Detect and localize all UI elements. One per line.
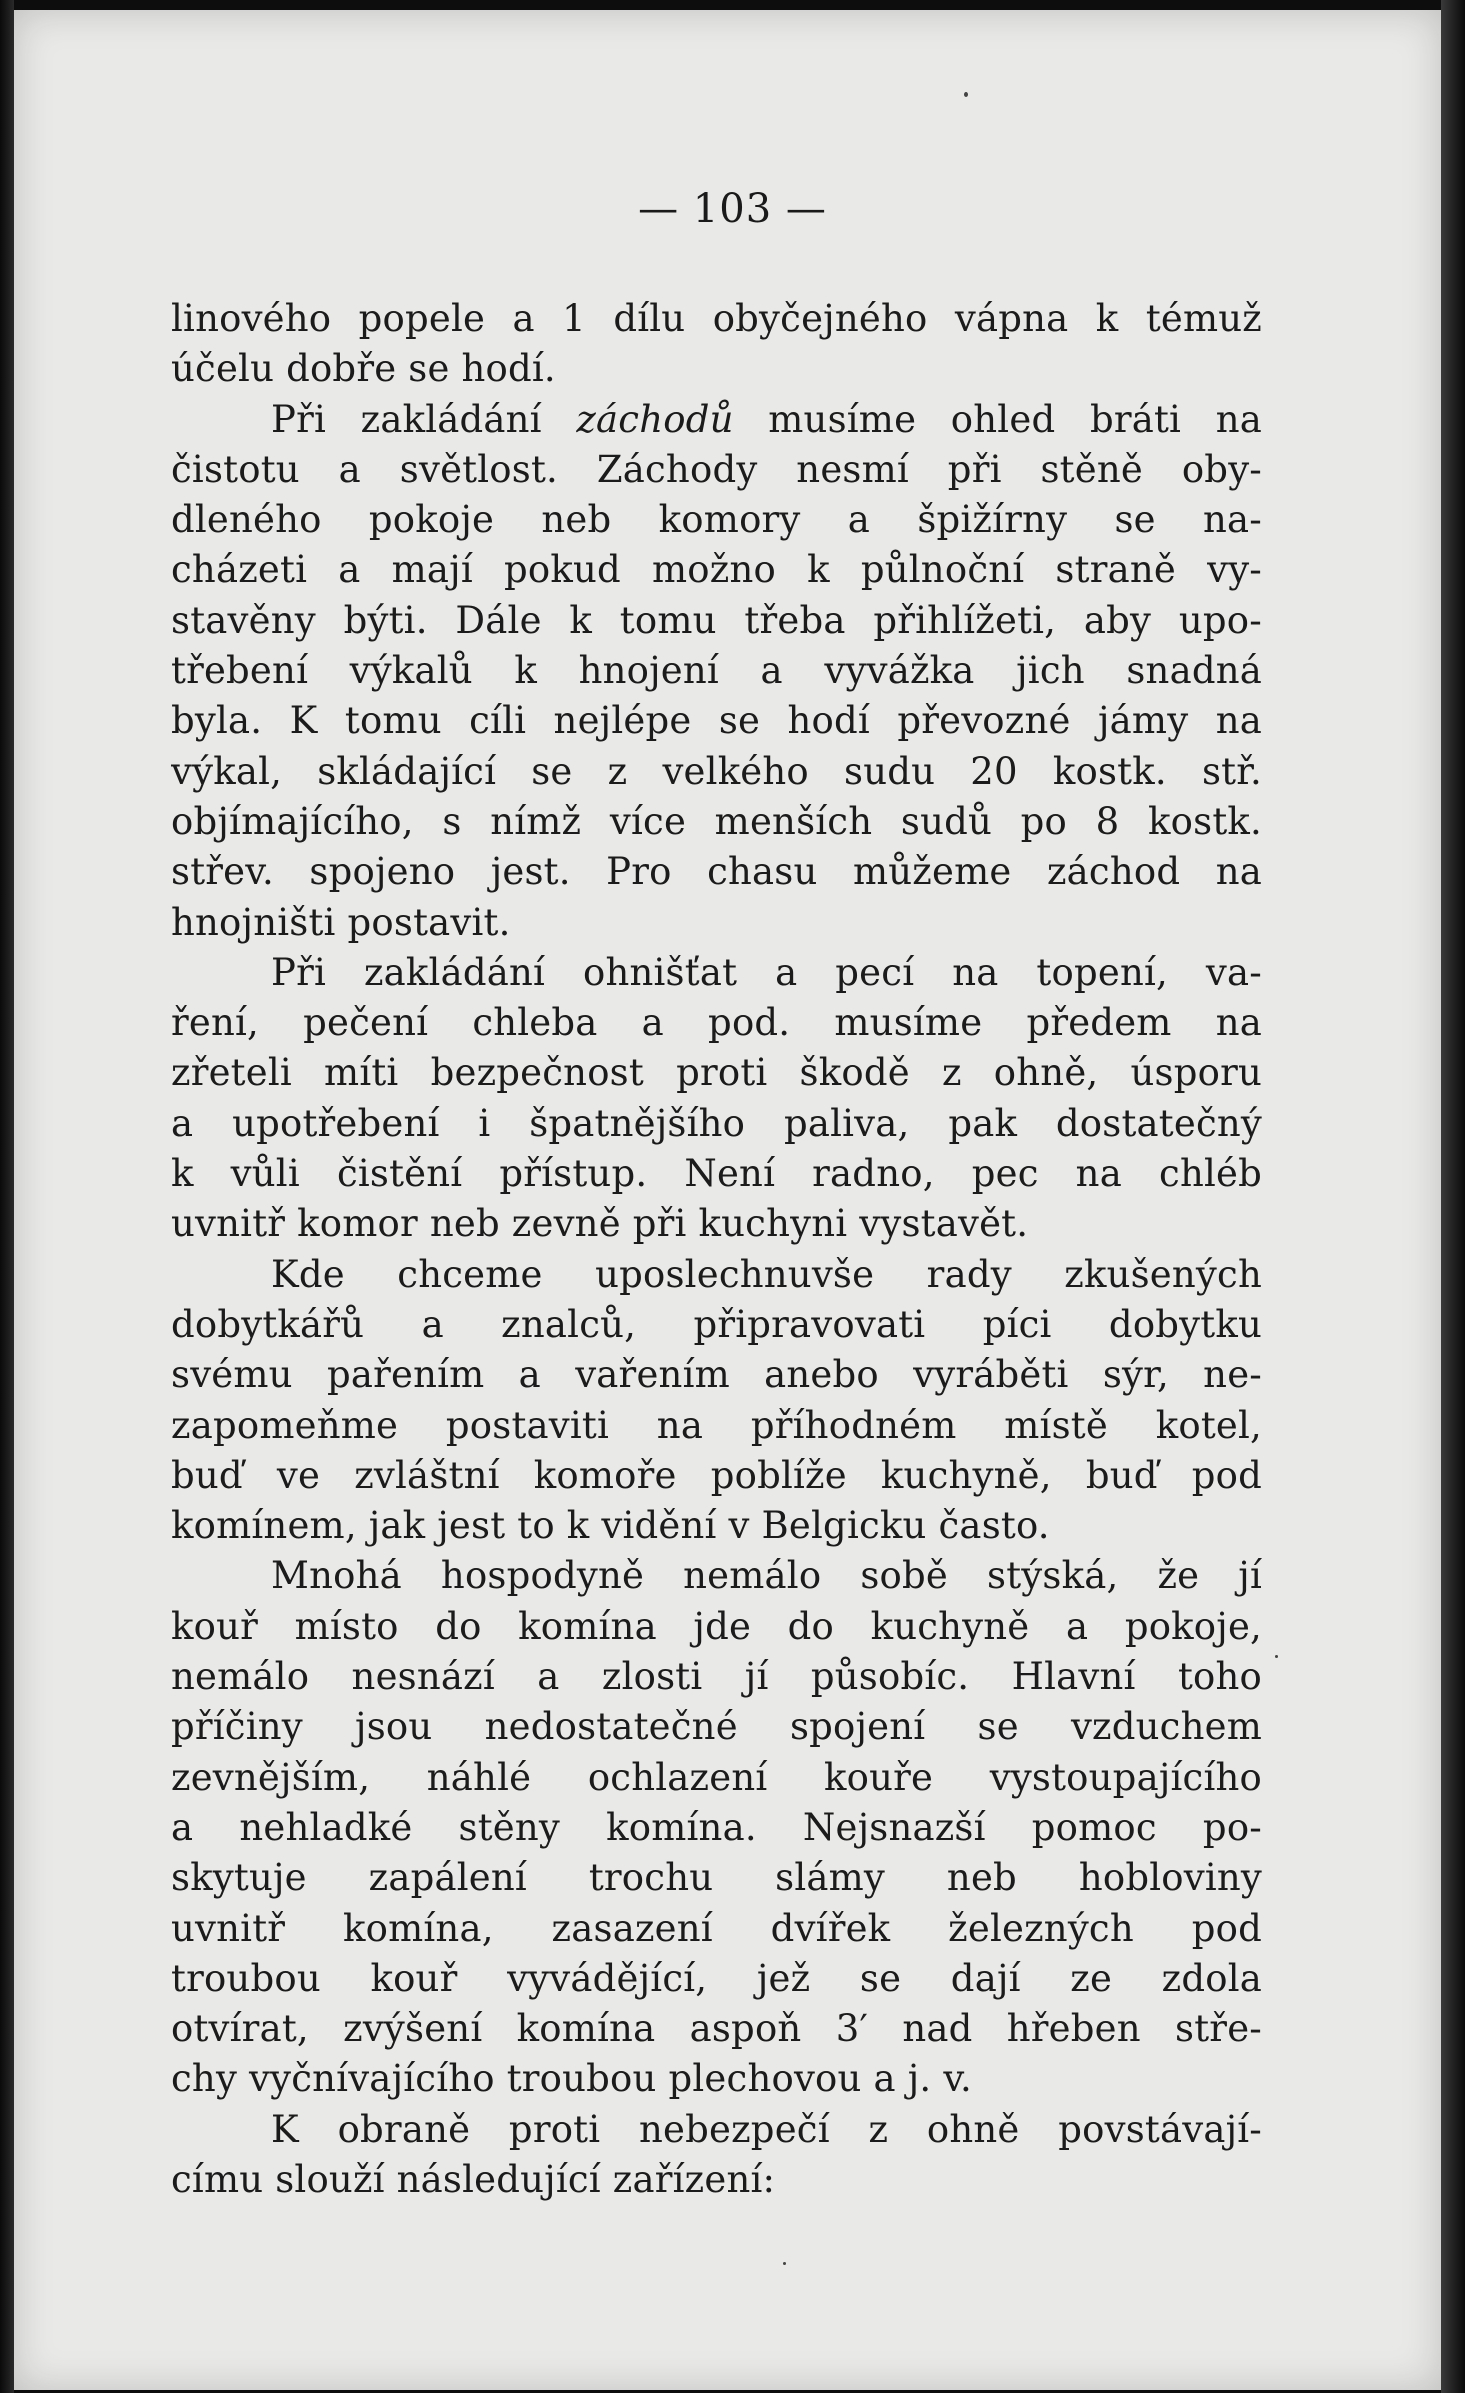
emphasized-word: záchodů	[576, 397, 734, 441]
text-line: příčiny jsou nedostatečné spojení se vzduchem	[171, 1705, 1262, 1749]
text-line: Kde chceme uposlechnuvše rady zkušených	[271, 1252, 1262, 1296]
text-line: troubou kouř vyvádějící, jež se dají ze zdola	[171, 1956, 1262, 2000]
text-line: výkal, skládající se z velkého sudu 20 kostk. stř.	[171, 749, 1262, 793]
text-line: zřeteli míti bezpečnost proti škodě z ohně, úsporu	[171, 1051, 1262, 1095]
text-line: uvnitř komor neb zevně při kuchyni vystavět.	[171, 1202, 1029, 1246]
text-line: a upotřebení i špatnějšího paliva, pak dostatečný	[171, 1101, 1262, 1145]
text-line: buď ve zvláštní komoře poblíže kuchyně, buď pod	[171, 1453, 1262, 1497]
text-line: komínem, jak jest to k vidění v Belgicku často.	[171, 1504, 1050, 1548]
text-line: chy vyčnívajícího troubou plechovou a j. v.	[171, 2057, 973, 2101]
text-line: címu slouží následující zařízení:	[171, 2157, 776, 2201]
text-line	[171, 395, 1262, 445]
text-line: dleného pokoje neb komory a špižírny se na-	[171, 498, 1262, 542]
text-line: skytuje zapálení trochu slámy neb hobloviny	[171, 1856, 1262, 1900]
text-line: a nehladké stěny komína. Nejsnazší pomoc po-	[171, 1805, 1262, 1849]
text-line: otvírat, zvýšení komína aspoň 3′ nad hřeben stře-	[171, 2007, 1262, 2051]
text-line: ření, pečení chleba a pod. musíme předem na	[171, 1001, 1262, 1045]
text-line: svému pařením a vařením anebo vyráběti sýr, ne-	[171, 1353, 1262, 1397]
text-line: hnojništi postavit.	[171, 900, 511, 944]
paper-speck	[783, 2262, 786, 2265]
text-span: musíme ohled bráti na	[733, 397, 1262, 441]
text-line: K obraně proti nebezpečí z ohně povstávají-	[271, 2107, 1262, 2151]
text-line: dobytkářů a znalců, připravovati píci dobytku	[171, 1302, 1262, 1346]
text-line: byla. K tomu cíli nejlépe se hodí převozné jámy na	[171, 699, 1262, 743]
text-line: linového popele a 1 dílu obyčejného vápna k témuž	[171, 297, 1262, 340]
text-line: zevnějším, náhlé ochlazení kouře vystoupajícího	[171, 1755, 1262, 1799]
paper-speck	[1275, 1655, 1278, 1658]
text-line: nemálo nesnází a zlosti jí působíc. Hlavní toho	[171, 1655, 1262, 1699]
page-number: — 103 —	[638, 186, 827, 232]
text-line: Při zakládání ohnišťat a pecí na topení, va-	[271, 950, 1262, 994]
text-line: uvnitř komína, zasazení dvířek železných pod	[171, 1906, 1262, 1950]
paper-speck	[964, 92, 968, 97]
text-line: střev. spojeno jest. Pro chasu můžeme záchod na	[171, 850, 1262, 894]
scan-right-edge	[1441, 0, 1465, 2393]
text-line: Mnohá hospodyně nemálo sobě stýská, že jí	[271, 1554, 1262, 1598]
text-line: cházeti a mají pokud možno k půlnoční straně vy-	[171, 548, 1262, 592]
text-line: zapomeňme postaviti na příhodném místě kotel,	[171, 1403, 1262, 1447]
text-line: čistotu a světlost. Záchody nesmí při stěně oby-	[171, 447, 1262, 491]
text-line: účelu dobře se hodí.	[171, 347, 556, 391]
text-line: kouř místo do komína jde do kuchyně a pokoje,	[171, 1604, 1262, 1648]
text-line: objímajícího, s nímž více menších sudů po 8 kostk.	[171, 799, 1262, 843]
text-span: Při zakládání	[271, 397, 577, 441]
text-line: stavěny býti. Dále k tomu třeba přihlížeti, aby upo-	[171, 598, 1262, 642]
text-line: třebení výkalů k hnojení a vyvážka jich snadná	[171, 649, 1262, 693]
text-line: k vůli čistění přístup. Není radno, pec na chléb	[171, 1152, 1262, 1196]
scan-left-edge	[0, 0, 14, 2393]
body-text	[171, 294, 1262, 2205]
